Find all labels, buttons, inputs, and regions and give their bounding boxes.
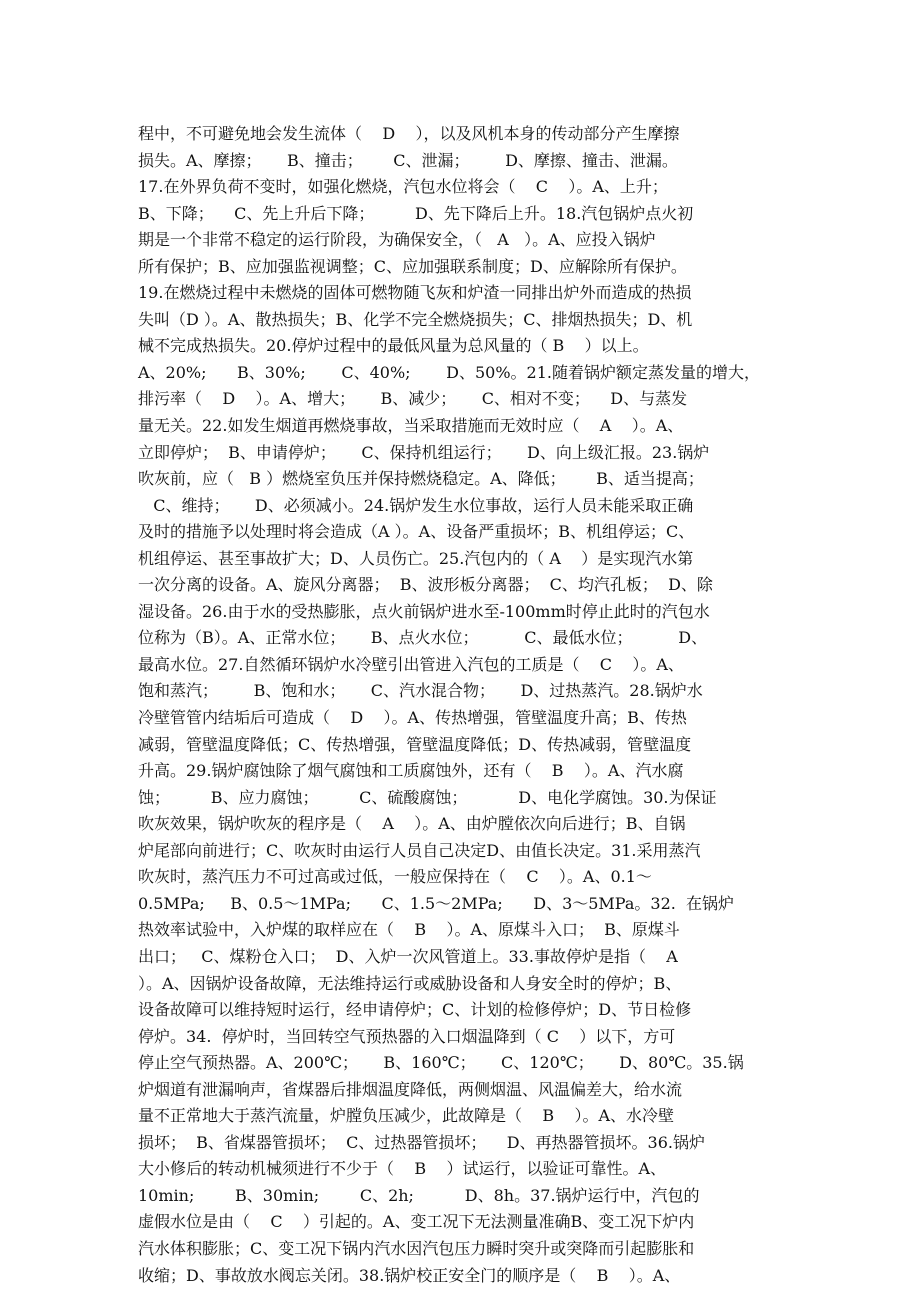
text-line: 设备故障可以维持短时运行，经申请停炉；C、计划的检修停炉；D、节日检修 bbox=[138, 1000, 692, 1020]
text-line: 量不正常地大于蒸汽流量，炉膛负压减少，此故障是（ B ）。A、水冷壁 bbox=[138, 1106, 675, 1126]
text-line: 机组停运、甚至事故扩大；D、人员伤亡。25.汽包内的（ A ）是实现汽水第 bbox=[138, 548, 694, 568]
text-line: 损失。A、摩擦； B、撞击； C、泄漏； D、摩擦、撞击、泄漏。 bbox=[138, 150, 678, 170]
text-line: 吹灰时，蒸汽压力不可过高或过低，一般应保持在（ C ）。A、0.1～ bbox=[138, 867, 652, 887]
text-line: 排污率（ D ）。A、增大； B、减少； C、相对不变； D、与蒸发 bbox=[138, 389, 688, 409]
text-line: 炉尾部向前进行；C、吹灰时由运行人员自己决定D、由值长决定。31.采用蒸汽 bbox=[138, 840, 701, 860]
text-line: 减弱，管壁温度降低；C、传热增强，管壁温度降低；D、传热减弱，管壁温度 bbox=[138, 734, 692, 754]
text-line: 期是一个非常不稳定的运行阶段，为确保安全，（ A ）。A、应投入锅炉 bbox=[138, 230, 656, 250]
text-line: 19.在燃烧过程中未燃烧的固体可燃物随飞灰和炉渣一同排出炉外而造成的热损 bbox=[138, 283, 692, 303]
text-line: A、20%; B、30%; C、40%; D、50%。21.随着锅炉额定蒸发量的增大， bbox=[138, 362, 760, 382]
text-line: 收缩；D、事故放水阀忘关闭。38.锅炉校正安全门的顺序是（ B ）。A、 bbox=[138, 1265, 681, 1285]
text-line: 械不完成热损失。20.停炉过程中的最低风量为总风量的（ B ）以上。 bbox=[138, 336, 649, 356]
document-body-text bbox=[138, 121, 778, 1289]
text-line: ）。A、因锅炉设备故障，无法维持运行或威胁设备和人身安全时的停炉；B、 bbox=[138, 973, 682, 993]
text-line: 停炉。34. 停炉时，当回转空气预热器的入口烟温降到（ C ）以下，方可 bbox=[138, 1026, 676, 1046]
text-line: 蚀； B、应力腐蚀； C、硫酸腐蚀； D、电化学腐蚀。30.为保证 bbox=[138, 787, 717, 807]
text-line: 立即停炉； B、申请停炉； C、保持机组运行； D、向上级汇报。23.锅炉 bbox=[138, 442, 710, 462]
text-line: 湿设备。26.由于水的受热膨胀，点火前锅炉进水至-100mm时停止此时的汽包水 bbox=[138, 601, 710, 621]
text-line: 17.在外界负荷不变时，如强化燃烧，汽包水位将会（ C ）。A、上升； bbox=[138, 177, 668, 197]
text-line: 吹灰前，应（ B ）燃烧室负压并保持燃烧稳定。A、降低； B、适当提高； bbox=[138, 469, 704, 489]
text-line: 所有保护；B、应加强监视调整；C、应加强联系制度；D、应解除所有保护。 bbox=[138, 256, 687, 276]
text-line: 饱和蒸汽； B、饱和水； C、汽水混合物； D、过热蒸汽。28.锅炉水 bbox=[138, 681, 703, 701]
text-line: 冷壁管管内结垢后可造成（ D ）。A、传热增强，管壁温度升高；B、传热 bbox=[138, 708, 687, 728]
text-line: 停止空气预热器。A、200℃； B、160℃； C、120℃； D、80℃。35.锅 bbox=[138, 1053, 744, 1073]
text-line: 位称为（B）。A、正常水位； B、点火水位； C、最低水位； D、 bbox=[138, 628, 708, 648]
text-line: 炉烟道有泄漏响声，省煤器后排烟温度降低，两侧烟温、风温偏差大，给水流 bbox=[138, 1079, 683, 1099]
text-line: C、维持； D、必须减小。24.锅炉发生水位事故，运行人员未能采取正确 bbox=[138, 495, 694, 515]
text-line: 出口； C、煤粉仓入口； D、入炉一次风管道上。33.事故停炉是指（ A bbox=[138, 946, 678, 966]
text-line: 程中，不可避免地会发生流体（ D ），以及风机本身的传动部分产生摩擦 bbox=[138, 124, 680, 143]
text-line: 热效率试验中，入炉煤的取样应在（ B ）。A、原煤斗入口； B、原煤斗 bbox=[138, 920, 680, 940]
text-line: 10min; B、30min; C、2h; D、8h。37.锅炉运行中，汽包的 bbox=[138, 1185, 700, 1205]
text-line: 大小修后的转动机械须进行不少于（ B ）试运行，以验证可靠性。A、 bbox=[138, 1159, 667, 1179]
text-line: 吹灰效果，锅炉吹灰的程序是（ A ）。A、由炉膛依次向后进行；B、自锅 bbox=[138, 814, 686, 834]
text-line: 0.5MPa; B、0.5～1MPa; C、1.5～2MPa; D、3～5MPa。32. 在锅炉 bbox=[138, 893, 735, 913]
text-line: B、下降； C、先上升后下降； D、先下降后上升。18.汽包锅炉点火初 bbox=[138, 203, 694, 223]
text-line: 失叫（D ）。A、散热损失；B、化学不完全燃烧损失；C、排烟热损失；D、机 bbox=[138, 309, 693, 329]
text-line: 汽水体积膨胀；C、变工况下锅内汽水因汽包压力瞬时突升或突降而引起膨胀和 bbox=[138, 1238, 695, 1258]
text-line: 损坏； B、省煤器管损坏； C、过热器管损坏； D、再热器管损坏。36.锅炉 bbox=[138, 1132, 705, 1152]
text-line: 最高水位。27.自然循环锅炉水冷壁引出管进入汽包的工质是（ C ）。A、 bbox=[138, 654, 684, 674]
text-line: 虚假水位是由（ C ）引起的。A、变工况下无法测量准确B、变工况下炉内 bbox=[138, 1212, 695, 1232]
text-line: 升高。29.锅炉腐蚀除了烟气腐蚀和工质腐蚀外，还有（ B ）。A、汽水腐 bbox=[138, 761, 684, 781]
text-line: 一次分离的设备。A、旋风分离器； B、波形板分离器； C、均汽孔板； D、除 bbox=[138, 575, 713, 595]
text-line: 量无关。22.如发生烟道再燃烧事故，当采取措施而无效时应（ A ）。A、 bbox=[138, 416, 684, 436]
text-line: 及时的措施予以处理时将会造成（A ）。A、设备严重损坏；B、机组停运；C、 bbox=[138, 522, 695, 542]
